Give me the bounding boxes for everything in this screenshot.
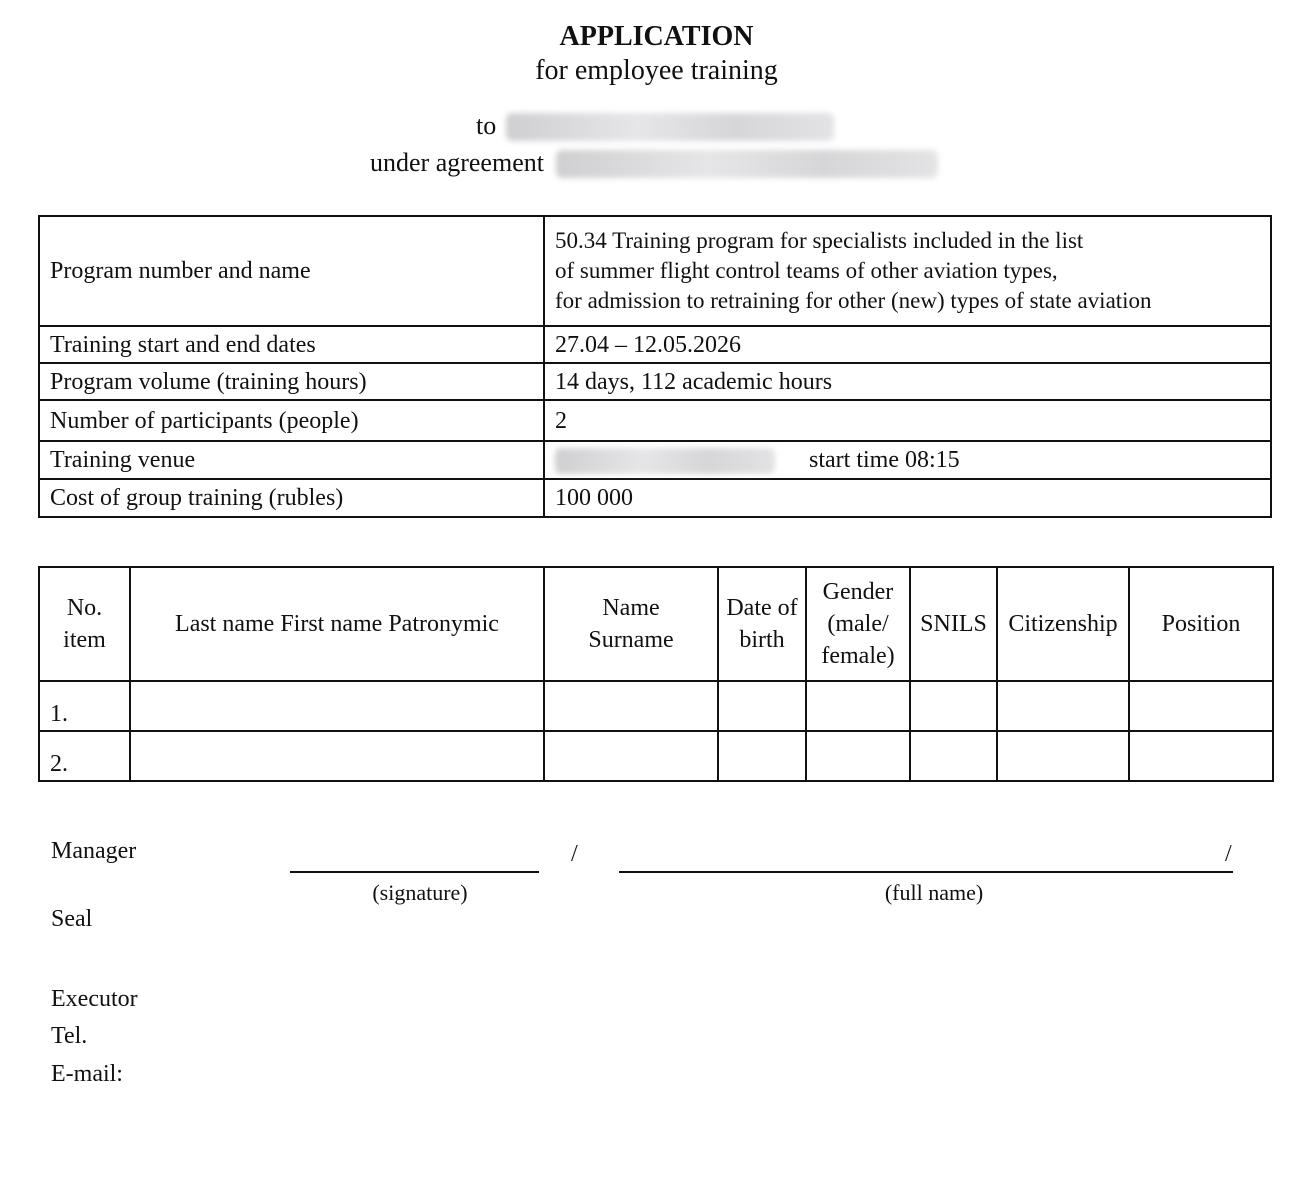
- col-header-gender: [806, 567, 910, 681]
- venue-address-redacted: [555, 448, 775, 474]
- col-header-dob: [718, 567, 806, 681]
- email-label: E-mail:: [51, 1061, 123, 1087]
- venue-cell: [544, 441, 1271, 479]
- snils-cell[interactable]: [910, 681, 997, 731]
- signature-caption: (signature): [372, 880, 468, 905]
- details-label: Training start and end dates: [39, 326, 544, 363]
- program-name-line: for admission to retraining for other (new) types of state aviation: [555, 288, 1152, 313]
- header-line: Gender: [822, 579, 894, 605]
- name-cell[interactable]: [544, 731, 718, 781]
- slash-separator: /: [1225, 841, 1232, 867]
- details-row: [39, 479, 1271, 517]
- position-cell[interactable]: [1129, 681, 1273, 731]
- fio-cell[interactable]: [130, 681, 544, 731]
- details-row: [39, 400, 1271, 441]
- table-row: [39, 731, 1273, 781]
- name-cell[interactable]: [544, 681, 718, 731]
- participants-table: [38, 566, 1274, 782]
- citizenship-cell[interactable]: [997, 731, 1129, 781]
- details-row: [39, 326, 1271, 363]
- seal-label: Seal: [51, 906, 93, 932]
- col-header-no: [39, 567, 130, 681]
- citizenship-cell[interactable]: [997, 681, 1129, 731]
- program-details-table: [38, 215, 1272, 518]
- manager-label: Manager: [51, 838, 137, 864]
- slash-separator: /: [571, 841, 578, 867]
- document-subtitle: for employee training: [535, 55, 778, 86]
- details-value: 100 000: [544, 479, 1271, 517]
- snils-cell[interactable]: [910, 731, 997, 781]
- details-value: 14 days, 112 academic hours: [544, 363, 1271, 400]
- signature-line[interactable]: [290, 871, 539, 873]
- dob-cell[interactable]: [718, 731, 806, 781]
- details-row: [39, 441, 1271, 479]
- header-line: female): [821, 643, 895, 669]
- details-value: 27.04 – 12.05.2026: [544, 326, 1271, 363]
- header-line: No.: [66, 595, 103, 621]
- fio-cell[interactable]: [130, 731, 544, 781]
- col-header-citizenship: Citizenship: [997, 567, 1129, 681]
- agreement-number-redacted: [556, 150, 938, 178]
- table-row: [39, 681, 1273, 731]
- header-line: (male/: [827, 611, 889, 637]
- gender-cell[interactable]: [806, 731, 910, 781]
- tel-label: Tel.: [51, 1023, 88, 1049]
- position-cell[interactable]: [1129, 731, 1273, 781]
- header-line: Surname: [588, 627, 674, 653]
- details-label: Cost of group training (rubles): [39, 479, 544, 517]
- program-name-line: 50.34 Training program for specialists included in the list: [555, 228, 1084, 253]
- header-line: Name: [602, 595, 660, 621]
- col-header-fio: Last name First name Patronymic: [130, 567, 544, 681]
- details-row: [39, 216, 1271, 326]
- header-line: birth: [739, 627, 785, 653]
- details-value: 2: [544, 400, 1271, 441]
- to-label: to: [476, 111, 497, 140]
- col-header-position: Position: [1129, 567, 1273, 681]
- program-name-line: of summer flight control teams of other aviation types,: [555, 258, 1058, 283]
- dob-cell[interactable]: [718, 681, 806, 731]
- details-label: Number of participants (people): [39, 400, 544, 441]
- participants-header-row: [39, 567, 1273, 681]
- row-number: 2.: [39, 731, 130, 781]
- start-time: start time 08:15: [809, 447, 960, 473]
- fullname-line[interactable]: [619, 871, 1233, 873]
- executor-label: Executor: [51, 986, 138, 1012]
- details-label: Program number and name: [39, 216, 544, 326]
- col-header-snils: SNILS: [910, 567, 997, 681]
- header-line: Date of: [726, 595, 798, 621]
- fullname-caption: (full name): [884, 880, 984, 905]
- details-row: [39, 363, 1271, 400]
- row-number: 1.: [39, 681, 130, 731]
- document-title: APPLICATION: [559, 21, 754, 52]
- header-line: item: [63, 627, 106, 653]
- col-header-name: [544, 567, 718, 681]
- recipient-redacted: [506, 113, 834, 141]
- program-name-cell: [544, 216, 1271, 326]
- details-label: Program volume (training hours): [39, 363, 544, 400]
- details-label: Training venue: [39, 441, 544, 479]
- agreement-label: under agreement: [370, 148, 544, 177]
- gender-cell[interactable]: [806, 681, 910, 731]
